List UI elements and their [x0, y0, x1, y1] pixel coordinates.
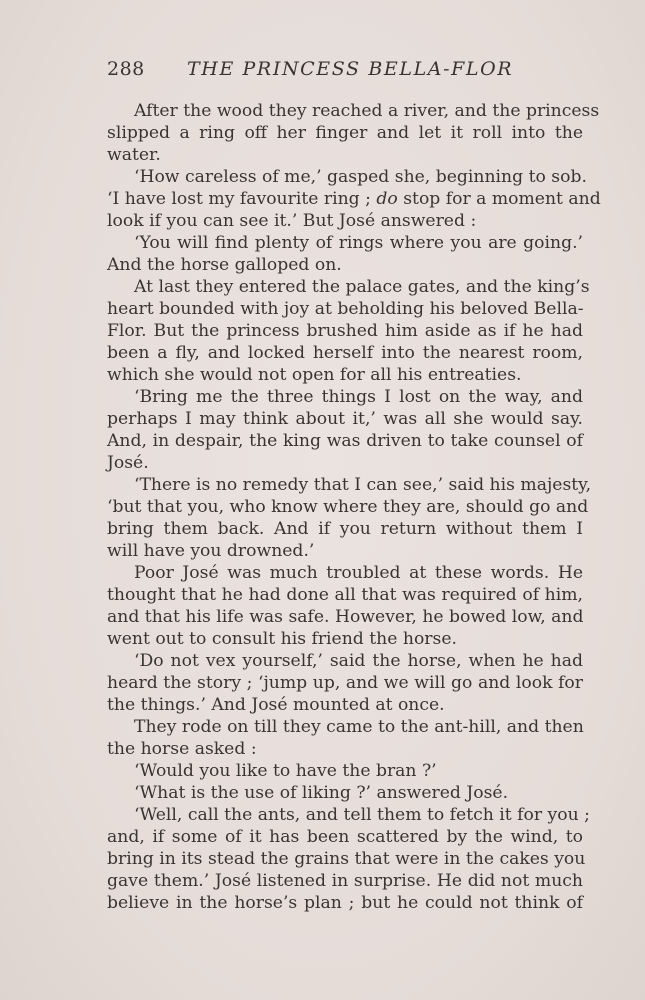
text-line: ‘Do not vex yourself,’ said the horse, when he had [134, 651, 583, 671]
text-line: thought that he had done all that was required of him, [107, 585, 583, 605]
text-line: José. [107, 453, 149, 473]
text-line: ‘but that you, who know where they are, should go and [107, 497, 589, 517]
body-text [107, 100, 601, 914]
text-line: water. [107, 145, 161, 165]
text-line: which she would not open for all his entreaties. [107, 365, 522, 385]
text-line: ‘I have lost my favourite ring ; do stop for a moment and [107, 189, 601, 209]
text-line: ‘There is no remedy that I can see,’ said his majesty, [134, 475, 592, 495]
text-line: heard the story ; ‘jump up, and we will go and look for [107, 673, 583, 693]
page-number: 288 [107, 58, 145, 80]
text-line: slipped a ring off her finger and let it roll into the [107, 123, 583, 143]
text-line: heart bounded with joy at beholding his beloved Bella- [107, 299, 584, 319]
text-line: will have you drowned.’ [107, 541, 315, 561]
text-line: After the wood they reached a river, and the princess [134, 101, 600, 121]
text-line: perhaps I may think about it,’ was all she would say. [107, 409, 583, 429]
text-line: Poor José was much troubled at these words. He [134, 563, 583, 583]
text-line: look if you can see it.’ But José answered : [107, 211, 477, 231]
text-line: went out to consult his friend the horse. [107, 629, 457, 649]
text-line: bring them back. And if you return without them I [107, 519, 583, 539]
text-line: And the horse galloped on. [107, 255, 342, 275]
text-line: ‘You will find plenty of rings where you are going.’ [134, 233, 583, 253]
text-line: gave them.’ José listened in surprise. He did not much [107, 871, 583, 891]
page-header [107, 58, 583, 88]
text-line: And, in despair, the king was driven to take counsel of [107, 431, 583, 451]
text-line: ‘What is the use of liking ?’ answered José. [134, 783, 509, 803]
text-line: the things.’ And José mounted at once. [107, 695, 445, 715]
text-line: ‘Well, call the ants, and tell them to fetch it for you ; [134, 805, 590, 825]
text-line: been a fly, and locked herself into the nearest room, [107, 343, 583, 363]
text-line: ‘Would you like to have the bran ?’ [134, 761, 437, 781]
text-line: Flor. But the princess brushed him aside as if he had [107, 321, 583, 341]
emphasis: do [376, 189, 398, 209]
text-line: the horse asked : [107, 739, 257, 759]
text-line: and that his life was safe. However, he bowed low, and [107, 607, 584, 627]
text-line: They rode on till they came to the ant-hill, and then [134, 717, 584, 737]
text-line: At last they entered the palace gates, and the king’s [134, 277, 590, 297]
text-line: believe in the horse’s plan ; but he could not think of [107, 893, 583, 913]
text-line: ‘How careless of me,’ gasped she, beginning to sob. [134, 167, 587, 187]
running-title: THE PRINCESS BELLA-FLOR [187, 58, 514, 80]
text-line: ‘Bring me the three things I lost on the way, and [134, 387, 583, 407]
text-line: and, if some of it has been scattered by the wind, to [107, 827, 583, 847]
text-line: bring in its stead the grains that were in the cakes you [107, 849, 586, 869]
